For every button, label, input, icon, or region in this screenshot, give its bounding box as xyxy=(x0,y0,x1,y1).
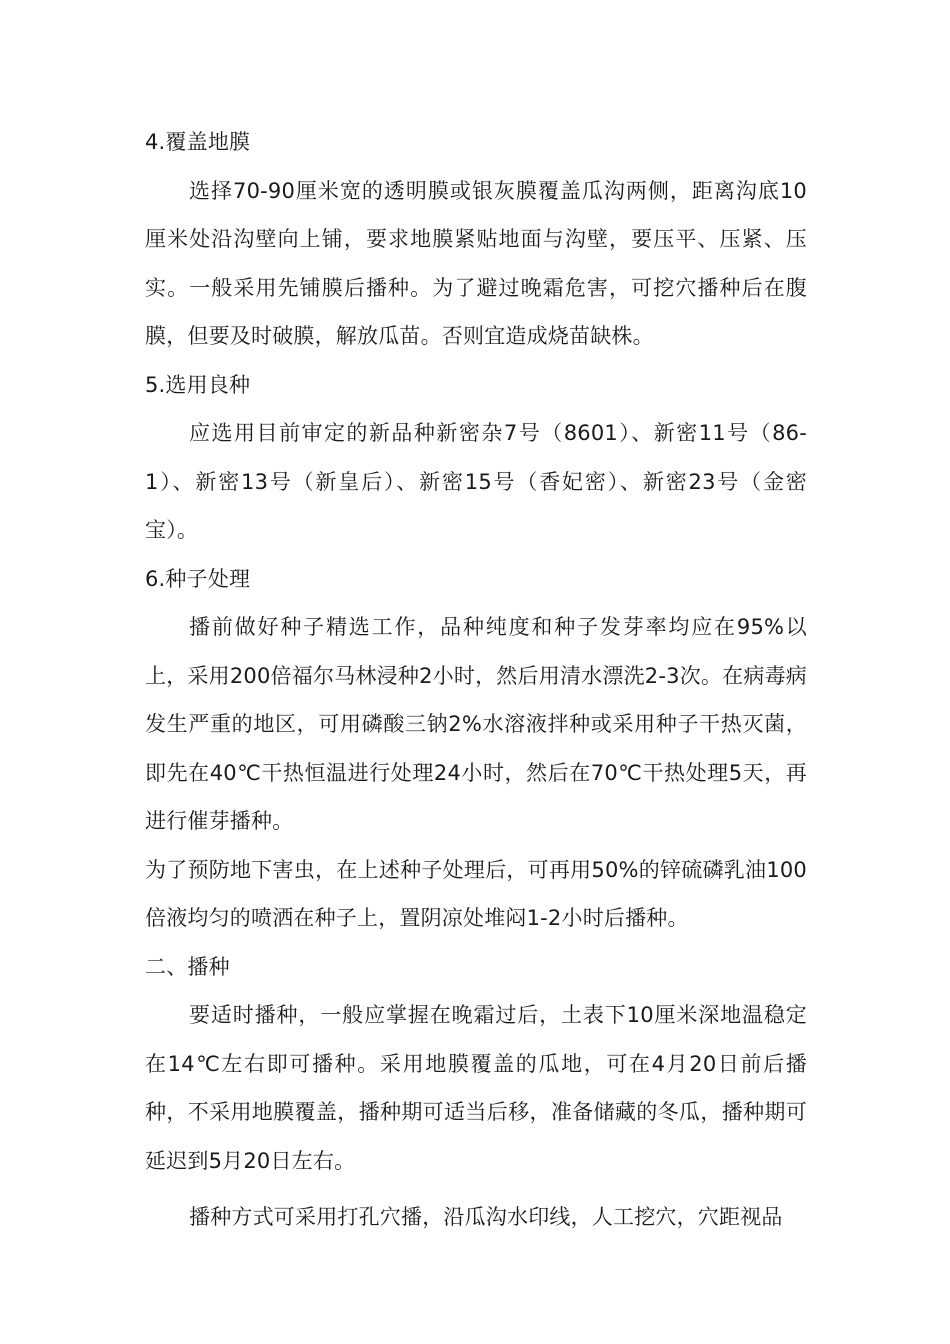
section-heading-sowing: 二、播种 xyxy=(145,954,230,979)
paragraph-sowing-method: 播种方式可采用打孔穴播，沿瓜沟水印线，人工挖穴，穴距视品 xyxy=(189,1205,783,1229)
section-heading-seed-treatment: 6.种子处理 xyxy=(145,566,251,591)
section-heading-mulch: 4.覆盖地膜 xyxy=(145,130,251,154)
section-heading-variety: 5.选用良种 xyxy=(145,372,251,397)
paragraph-mulch: 选择70-90厘米宽的透明膜或银灰膜覆盖瓜沟两侧，距离沟底10厘米处沿沟壁向上铺，要求地膜紧贴地面与沟壁，要压平、压紧、压实。一般采用先铺膜后播种。为了避过晚霜危害，可挖穴播种后在腹膜，但要及时破膜，解放瓜苗。否则宜造成烧苗缺株。 xyxy=(145,178,807,348)
paragraph-pest-prevention: 为了预防地下害虫，在上述种子处理后，可再用50%的锌硫磷乳油100倍液均匀的喷洒在种子上，置阴凉处堆闷1-2小时后播种。 xyxy=(145,857,807,930)
paragraph-variety: 应选用目前审定的新品种新密杂7号（8601）、新密11号（86-1）、新密13号（新皇后）、新密15号（香妃密）、新密23号（金密宝）。 xyxy=(145,421,807,542)
paragraph-sowing-time: 要适时播种，一般应掌握在晚霜过后，土表下10厘米深地温稳定在14℃左右即可播种。采用地膜覆盖的瓜地，可在4月20日前后播种，不采用地膜覆盖，播种期可适当后移，准备储藏的冬瓜，播种期可延迟到5月20日左右。 xyxy=(145,1003,807,1173)
paragraph-seed-treatment: 播前做好种子精选工作，品种纯度和种子发芽率均应在95%以上，采用200倍福尔马林浸种2小时，然后用清水漂洗2-3次。在病毒病发生严重的地区，可用磷酸三钠2%水溶液拌种或采用种子干热灭菌，即先在40℃干热恒温进行处理24小时，然后在70℃干热处理5天，再进行催芽播种。 xyxy=(145,615,807,833)
document-page xyxy=(145,118,807,1242)
